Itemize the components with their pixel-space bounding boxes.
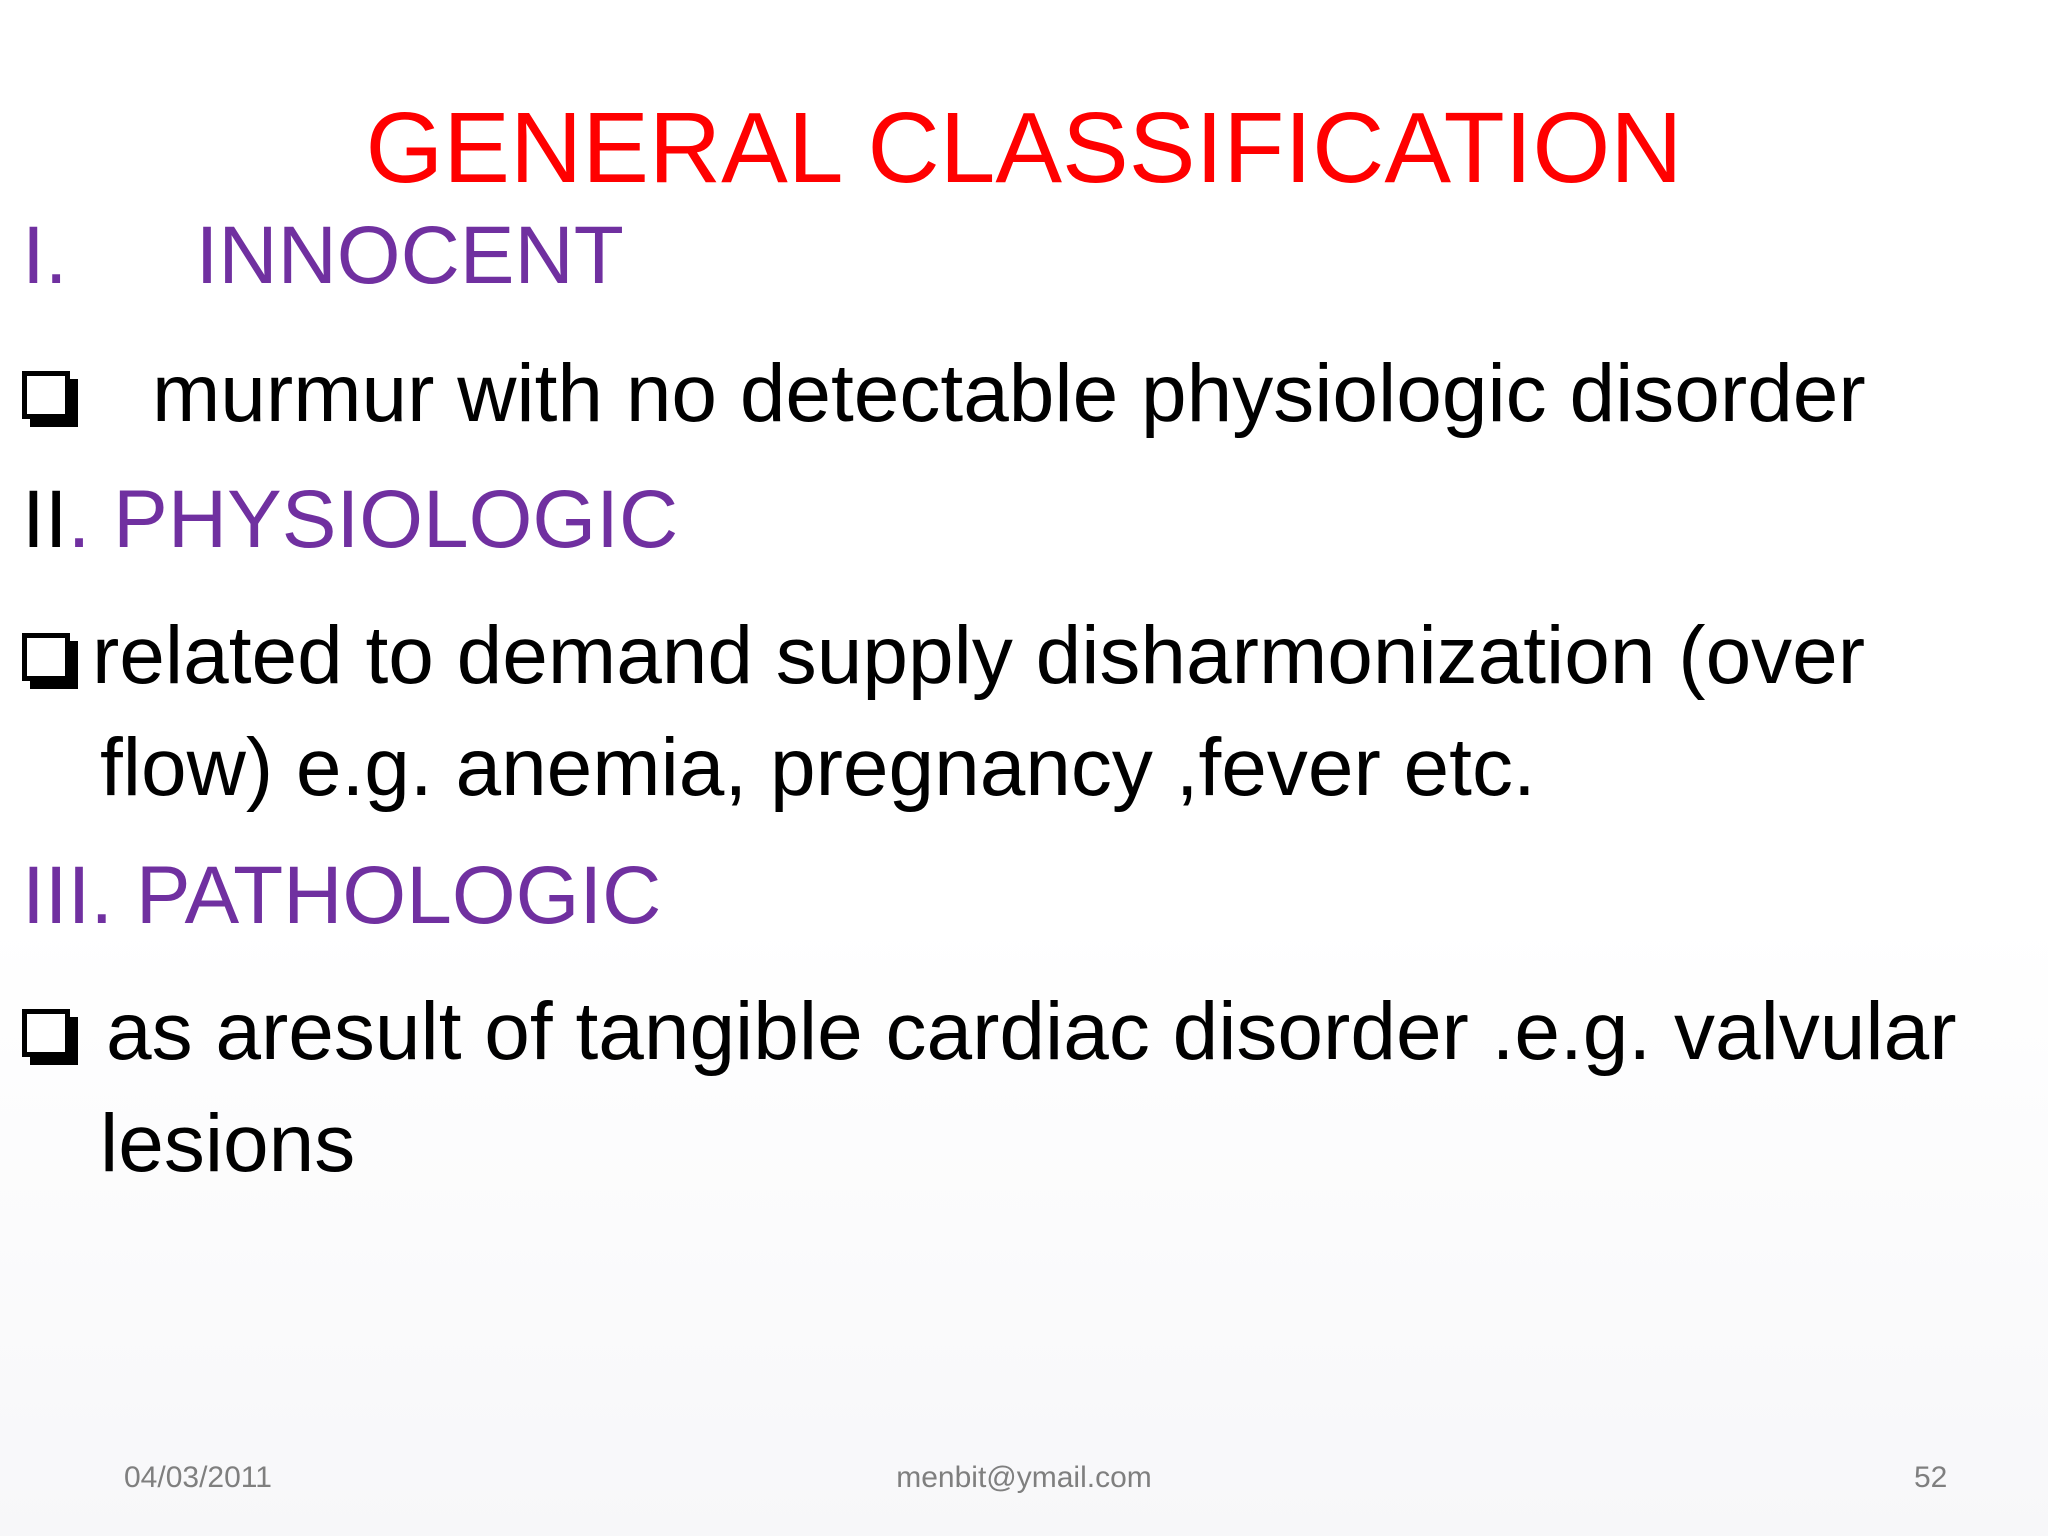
heading-innocent (22, 206, 624, 306)
checkbox-square-icon (22, 371, 76, 425)
checkbox-square-icon (22, 1009, 76, 1063)
slide-title: GENERAL CLASSIFICATION (365, 92, 1683, 204)
bullet-text-continued: flow) e.g. anemia, pregnancy ,fever etc. (100, 722, 1536, 813)
bullet-pathologic (22, 976, 1957, 1200)
footer-date: 04/03/2011 (124, 1461, 272, 1494)
footer-email: menbit@ymail.com (896, 1461, 1152, 1494)
checkbox-square-icon (22, 633, 76, 687)
bullet-text: related to demand supply disharmonization (over (92, 610, 1866, 701)
heading-physiologic (22, 470, 678, 570)
bullet-physiologic (22, 600, 1865, 824)
heading-text: . PHYSIOLOGIC (67, 474, 679, 565)
bullet-innocent (22, 338, 1866, 450)
bullet-text: as aresult of tangible cardiac disorder .e.g. valvular (106, 986, 1957, 1077)
heading-numeral: I. (22, 210, 68, 301)
heading-text: INNOCENT (195, 210, 624, 301)
footer-page-number: 52 (1914, 1461, 1948, 1494)
heading-text: III. PATHOLOGIC (22, 850, 662, 941)
heading-numeral: II (22, 474, 68, 565)
bullet-text: murmur with no detectable physiologic disorder (152, 348, 1866, 439)
bullet-text-continued: lesions (100, 1098, 356, 1189)
heading-pathologic (22, 846, 661, 946)
